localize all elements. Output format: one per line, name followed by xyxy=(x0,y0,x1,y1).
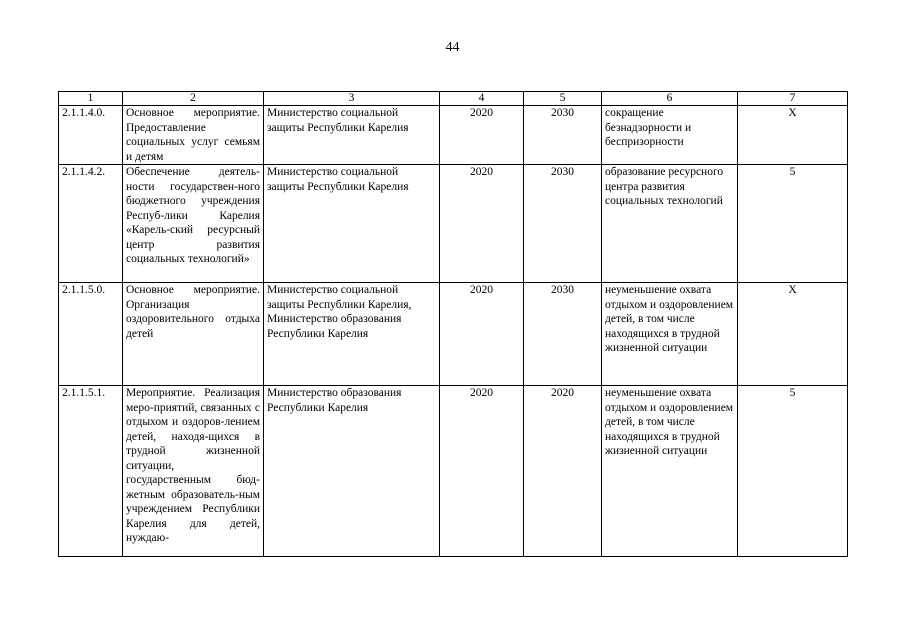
measure-link: 5 xyxy=(738,165,848,283)
col-header-6: 6 xyxy=(602,92,738,106)
measure-executor: Министерство социальной защиты Республики Карелия xyxy=(264,165,440,283)
measure-end-year: 2030 xyxy=(524,106,602,165)
measure-name: Основное мероприятие. Организация оздоровительного отдыха детей xyxy=(123,283,264,386)
measure-result: неуменьшение охвата отдыхом и оздоровлением детей, в том числе находящихся в трудной жизненной ситуации xyxy=(602,283,738,386)
measure-code: 2.1.1.4.0. xyxy=(59,106,123,165)
measure-link: X xyxy=(738,283,848,386)
table-row xyxy=(59,106,848,165)
measure-result: образование ресурсного центра развития социальных технологий xyxy=(602,165,738,283)
measure-code: 2.1.1.4.2. xyxy=(59,165,123,283)
measure-end-year: 2030 xyxy=(524,283,602,386)
measure-executor: Министерство образования Республики Карелия xyxy=(264,386,440,557)
col-header-5: 5 xyxy=(524,92,602,106)
table-row xyxy=(59,165,848,283)
measure-start-year: 2020 xyxy=(440,106,524,165)
measure-start-year: 2020 xyxy=(440,386,524,557)
table-row xyxy=(59,386,848,557)
col-header-7: 7 xyxy=(738,92,848,106)
col-header-3: 3 xyxy=(264,92,440,106)
measure-executor: Министерство социальной защиты Республики Карелия xyxy=(264,106,440,165)
measure-link: X xyxy=(738,106,848,165)
measure-executor: Министерство социальной защиты Республики Карелия, Министерство образования Республики Карелия xyxy=(264,283,440,386)
table-row xyxy=(59,283,848,386)
measure-end-year: 2030 xyxy=(524,165,602,283)
measure-name: Обеспечение деятель-ности государствен-ного бюджетного учреждения Респуб-лики Карелия «Карель-ский ресурсный центр развития социальных технологий» xyxy=(123,165,264,283)
measure-start-year: 2020 xyxy=(440,283,524,386)
col-header-1: 1 xyxy=(59,92,123,106)
measures-table xyxy=(58,91,848,557)
measure-link: 5 xyxy=(738,386,848,557)
measure-code: 2.1.1.5.1. xyxy=(59,386,123,557)
measure-start-year: 2020 xyxy=(440,165,524,283)
measure-name: Основное мероприятие. Предоставление социальных услуг семьям и детям xyxy=(123,106,264,165)
measure-result: неуменьшение охвата отдыхом и оздоровлением детей, в том числе находящихся в трудной жизненной ситуации xyxy=(602,386,738,557)
col-header-4: 4 xyxy=(440,92,524,106)
col-header-2: 2 xyxy=(123,92,264,106)
header-row xyxy=(59,92,848,106)
page-number: 44 xyxy=(445,40,460,55)
measure-name: Мероприятие. Реализация меро-приятий, связанных с отдыхом и оздоров-лением детей, находя-щихся в трудной жизненной ситуации, государственным бюд-жетным образователь-ным учреждением Республики Карелия для детей, нуждаю- xyxy=(123,386,264,557)
measure-result: сокращение безнадзорности и беспризорности xyxy=(602,106,738,165)
measure-end-year: 2020 xyxy=(524,386,602,557)
measure-code: 2.1.1.5.0. xyxy=(59,283,123,386)
